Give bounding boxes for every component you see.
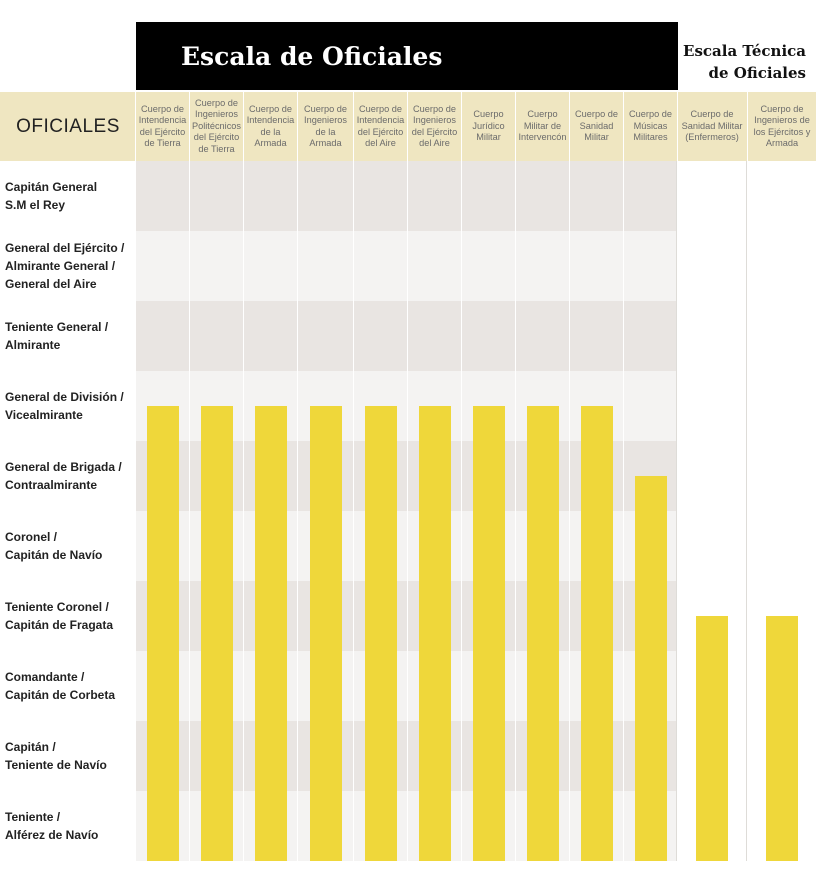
bar [581, 406, 613, 861]
rank-label: General del Ejército / Almirante General / General del Aire [5, 241, 125, 291]
column-separator [135, 92, 136, 861]
bar [365, 406, 397, 861]
column-separator [623, 92, 624, 861]
column-separator [189, 92, 190, 861]
rank-label: Comandante / Capitán de Corbeta [5, 670, 116, 702]
column-separator [353, 92, 354, 861]
title-banner [136, 22, 678, 90]
bar [310, 406, 342, 861]
column-header: Cuerpo de Sanidad Militar (Enfermeros) [681, 109, 743, 143]
column-header: Cuerpo Jurídico Militar [472, 109, 505, 143]
rank-label: Capitán General S.M el Rey [5, 180, 98, 212]
column-header: Cuerpo de Ingenieros de los Ejércitos y Armada [753, 103, 811, 148]
column-separator [677, 92, 678, 861]
column-header: Cuerpo de Intendencia de la Armada [246, 103, 295, 148]
column-header: Cuerpo de Intendencia del Ejército de Tierra [138, 103, 187, 148]
column-separator [569, 92, 570, 861]
header-label: OFICIALES [16, 115, 120, 137]
rank-label: Capitán / Teniente de Navío [5, 740, 107, 772]
column-separator [461, 92, 462, 861]
column-header: Cuerpo de Sanidad Militar [575, 109, 618, 143]
bar [201, 406, 233, 861]
chart-title: Escala de Oficiales [181, 41, 443, 71]
bar [147, 406, 179, 861]
bar [527, 406, 559, 861]
bar [419, 406, 451, 861]
bar [635, 476, 667, 861]
chart-subtitle: Escala Técnica de Oficiales [683, 42, 806, 82]
column-header: Cuerpo de Ingenieros Politécnicos del Ejército de Tierra [191, 97, 242, 154]
bar [473, 406, 505, 861]
column-separator [407, 92, 408, 861]
column-header: Cuerpo de Ingenieros del Ejército del Aire [411, 103, 458, 148]
bar [766, 616, 798, 861]
column-rule [676, 161, 677, 861]
column-header: Cuerpo de Ingenieros de la Armada [304, 103, 347, 148]
column-separator [747, 92, 748, 861]
bar [696, 616, 728, 861]
column-header: Cuerpo Militar de Intervencón [518, 109, 567, 143]
column-header: Cuerpo de Intendencia del Ejército del Aire [356, 103, 405, 148]
column-separator [297, 92, 298, 861]
column-rule [746, 161, 747, 861]
rank-label: Teniente General / Almirante [5, 320, 109, 352]
rank-label: Coronel / Capitán de Navío [5, 530, 103, 562]
bar [255, 406, 287, 861]
rank-label: Teniente Coronel / Capitán de Fragata [5, 600, 114, 632]
column-header: Cuerpo de Músicas Militares [629, 109, 672, 143]
rank-label: Teniente / Alférez de Navío [5, 810, 99, 842]
rank-label: General de Brigada / Contraalmirante [5, 460, 122, 492]
column-separator [243, 92, 244, 861]
column-separator [515, 92, 516, 861]
rank-label: General de División / Vicealmirante [5, 390, 124, 422]
